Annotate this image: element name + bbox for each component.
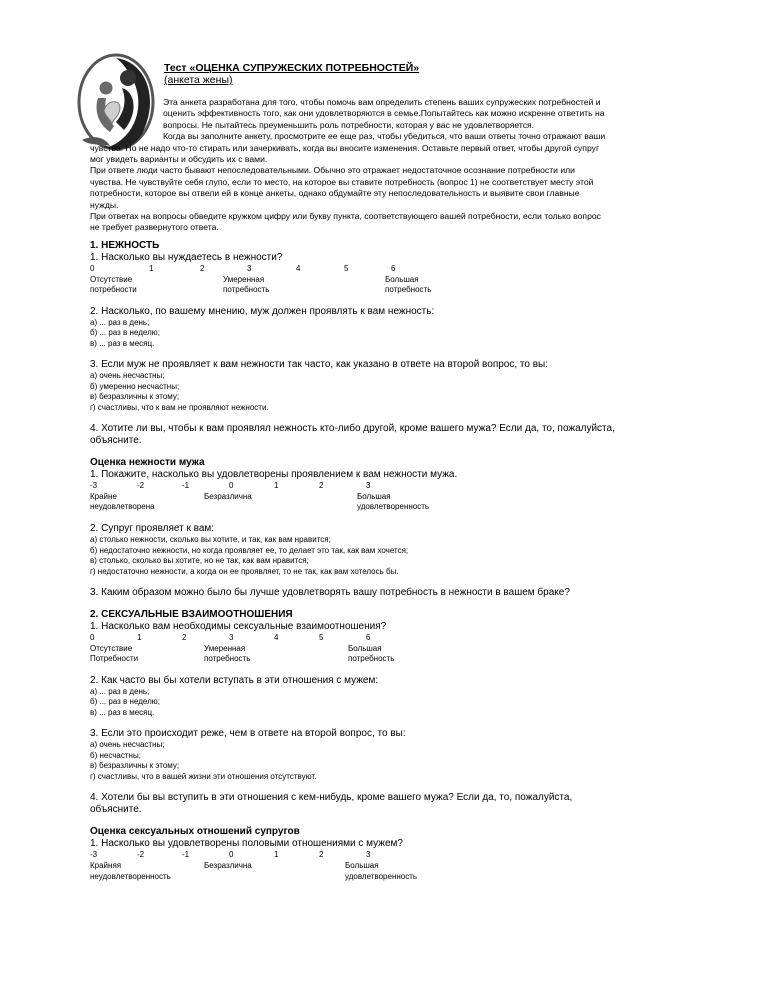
scale-label: удовлетворенность [357, 502, 430, 512]
scale-label: неудовлетворена [90, 502, 155, 512]
answer-option[interactable]: б) ... раз в неделю; [90, 697, 160, 707]
intro-line: потребности, которое вы отвели ей в конце анкеты, однако обдумайте эту непоследовательность и выявите свои главные [90, 188, 580, 199]
scale-number[interactable]: 3 [366, 481, 371, 491]
scale-number[interactable]: -1 [182, 850, 190, 860]
scale-label: Большая [357, 491, 391, 501]
scale-label-high [385, 275, 431, 296]
answer-option[interactable]: б) ... раз в неделю; [90, 328, 160, 338]
scale-label-high [357, 492, 429, 513]
scale-label: потребность [204, 654, 251, 664]
scale-number[interactable]: 4 [296, 264, 301, 273]
scale-label: Большая [348, 643, 382, 653]
scale-label-high [348, 644, 394, 665]
scale-number[interactable]: 1 [149, 264, 154, 273]
scale-label: Большая [345, 860, 379, 870]
scale-number[interactable]: 3 [229, 633, 234, 643]
scale-label: потребность [385, 285, 432, 295]
scale-label: Отсутствие [90, 274, 133, 284]
rating-scale-labels [90, 644, 720, 665]
question-text: 2. Как часто вы бы хотели вступать в эти отношения с мужем: [90, 674, 379, 686]
answer-option[interactable]: б) умеренно несчастны; [90, 381, 180, 391]
scale-number[interactable]: 2 [200, 264, 205, 273]
question-text: 3. Если это происходит реже, чем в ответе на второй вопрос, то вы: [90, 728, 406, 740]
scale-label: удовлетворенность [345, 871, 418, 881]
scale-number[interactable]: -3 [90, 850, 98, 860]
intro-line: оценить эффективность того, как они удовлетворяются в семье.Попытайтесь как можно искренне ответить на [163, 108, 605, 119]
question-text: 1. Насколько вам необходимы сексуальные взаимоотношения? [90, 621, 387, 633]
intro-line: мог увидеть варианты и обсудить их с вами. [90, 154, 268, 165]
intro-line: Когда вы заполните анкету, просмотрите ее еще раз, чтобы убедиться, что ваши ответы точно отражают ваши [163, 131, 606, 142]
question-text: 1. Покажите, насколько вы удовлетворены проявлением к вам нежности мужа. [90, 469, 458, 481]
scale-number[interactable]: 0 [229, 850, 234, 860]
question-text: 1. Насколько вы удовлетворены половыми отношениями с мужем? [90, 838, 403, 850]
answer-option[interactable]: г) счастливы, что к вам не проявляют нежности. [90, 402, 269, 412]
scale-label-high [345, 861, 417, 882]
scale-label: Крайняя [90, 860, 122, 870]
scale-number[interactable]: -1 [182, 481, 190, 491]
scale-number[interactable]: 2 [319, 850, 324, 860]
scale-number[interactable]: 5 [319, 633, 324, 643]
answer-option[interactable]: а) очень несчастны; [90, 740, 165, 750]
intro-line: чувства. Не чувствуйте себя глупо, если то место, на которое вы ставите потребность (вопрос 1) не соответствует месту этой [90, 176, 594, 187]
scale-label: неудовлетворенность [90, 871, 171, 881]
answer-option[interactable]: а) ... раз в день; [90, 317, 150, 327]
intro-line: Эта анкета разработана для того, чтобы помочь вам определить степень ваших супружеских потребностей и [163, 97, 601, 107]
scale-number[interactable]: -2 [137, 850, 145, 860]
answer-option[interactable]: а) столько нежности, сколько вы хотите, и так, как вам нравится; [90, 535, 331, 545]
answer-option[interactable]: б) недостаточно нежности, но когда проявляет ее, то делает это так, как вам хочется; [90, 545, 409, 555]
scale-label-mid [223, 275, 269, 296]
rating-scale-labels [90, 492, 720, 513]
scale-label: Большая [385, 274, 419, 284]
question-text: 3. Каким образом можно было бы лучше удовлетворять вашу потребность в нежности в вашем браке? [90, 587, 570, 599]
rating-scale-numbers [90, 850, 720, 861]
scale-label-low [90, 644, 138, 665]
scale-number[interactable]: 1 [137, 633, 142, 643]
question-text: 4. Хотели бы вы вступить в эти отношения с кем-нибудь, кроме вашего мужа? Если да, то, пожалуйста, [90, 792, 573, 804]
rating-scale-labels [90, 861, 720, 882]
answer-option[interactable]: в) безразличны к этому; [90, 761, 180, 771]
document-title: Тест «ОЦЕНКА СУПРУЖЕСКИХ ПОТРЕБНОСТЕЙ» [164, 62, 420, 74]
scale-label-mid: Безразлична [204, 491, 252, 501]
scale-label: Умеренная [204, 643, 246, 653]
rating-scale-numbers [90, 481, 720, 492]
intro-line: При ответе люди часто бывают непоследовательными. Обычно это отражает недостаточное осознание потребности или [90, 165, 575, 176]
intro-line: не требует развернутого ответа. [90, 222, 219, 233]
scale-label-low [90, 861, 171, 882]
answer-option[interactable]: а) ... раз в день; [90, 686, 150, 696]
scale-number[interactable]: 2 [319, 481, 324, 491]
answer-option[interactable]: г) недостаточно нежности, а когда он ее проявляет, то не так, как вам хотелось бы. [90, 566, 399, 576]
scale-label: потребности [90, 285, 137, 295]
answer-option[interactable]: в) ... раз в месяц. [90, 338, 155, 348]
question-text: 4. Хотите ли вы, чтобы к вам проявлял нежность кто-либо другой, кроме вашего мужа? Если да, то, пожалуйста, [90, 423, 615, 435]
scale-number[interactable]: 3 [366, 850, 371, 860]
rating-scale-numbers [90, 633, 720, 644]
document-subtitle: (анкета жены) [164, 74, 233, 86]
scale-number[interactable]: 6 [366, 633, 371, 643]
scale-number[interactable]: -3 [90, 481, 98, 491]
subsection-title: Оценка сексуальных отношений супругов [90, 826, 300, 838]
intro-line: нужды. [90, 199, 119, 210]
answer-option[interactable]: в) безразличны к этому; [90, 392, 180, 402]
question-text: 2. Насколько, по вашему мнению, муж должен проявлять к вам нежность: [90, 305, 435, 317]
scale-label: Умеренная [223, 274, 265, 284]
scale-label: потребность [348, 654, 395, 664]
question-text: 3. Если муж не проявляет к вам нежности так часто, как указано в ответе на второй вопрос, то вы: [90, 359, 549, 371]
question-text: объясните. [90, 435, 142, 447]
scale-number[interactable]: 3 [247, 264, 252, 273]
scale-number[interactable]: 2 [182, 633, 187, 643]
scale-number[interactable]: 6 [391, 264, 396, 273]
scale-number[interactable]: 0 [90, 264, 95, 273]
scale-number[interactable]: 1 [274, 481, 279, 491]
answer-option[interactable]: б) несчастны; [90, 750, 141, 760]
document-header [164, 62, 724, 86]
scale-number[interactable]: 5 [344, 264, 349, 273]
question-text: объясните. [90, 804, 142, 816]
scale-label: Отсутствие [90, 643, 133, 653]
section-title: 2. СЕКСУАЛЬНЫЕ ВЗАИМООТНОШЕНИЯ [90, 609, 293, 621]
answer-option[interactable]: в) ... раз в месяц. [90, 707, 155, 717]
question-text: 1. Насколько вы нуждаетесь в нежности? [90, 252, 283, 263]
scale-label: Крайне [90, 491, 117, 501]
answer-option[interactable]: а) очень несчастны; [90, 371, 165, 381]
subsection-title: Оценка нежности мужа [90, 457, 205, 469]
questionnaire-body [90, 240, 720, 882]
section-title: 1. НЕЖНОСТЬ [90, 240, 160, 251]
scale-label: потребность [223, 285, 270, 295]
answer-option[interactable]: в) столько, сколько вы хотите, но не так, как вам нравится; [90, 556, 309, 566]
rating-scale-labels [90, 275, 720, 296]
scale-number[interactable]: -2 [137, 481, 145, 491]
scale-number[interactable]: 4 [274, 633, 279, 643]
scale-label-low [90, 275, 137, 296]
scale-number[interactable]: 1 [274, 850, 279, 860]
intro-line: чувства. Но не надо что-то стирать или зачеркивать, когда вы вносите изменения. Оставьте первый ответ, чтобы другой супруг [90, 142, 600, 153]
intro-text [90, 97, 710, 234]
scale-label-mid: Безразлична [204, 860, 252, 870]
answer-option[interactable]: г) счастливы, что в вашей жизни эти отношения отсутствуют. [90, 771, 317, 781]
intro-line: вопросы. Не пытайтесь преуменьшить роль потребности, которая у вас не удовлетворяется. [163, 119, 535, 130]
rating-scale-numbers [90, 264, 720, 275]
scale-number[interactable]: 0 [229, 481, 234, 491]
intro-line: При ответах на вопросы обведите кружком цифру или букву пункта, соответствующего вашей потребности, если только вопрос [90, 211, 601, 222]
scale-label-low [90, 492, 155, 513]
scale-number[interactable]: 0 [90, 633, 95, 643]
question-text: 2. Супруг проявляет к вам: [90, 523, 215, 535]
scale-label-mid [204, 644, 250, 665]
scale-label: Потребности [90, 654, 139, 664]
